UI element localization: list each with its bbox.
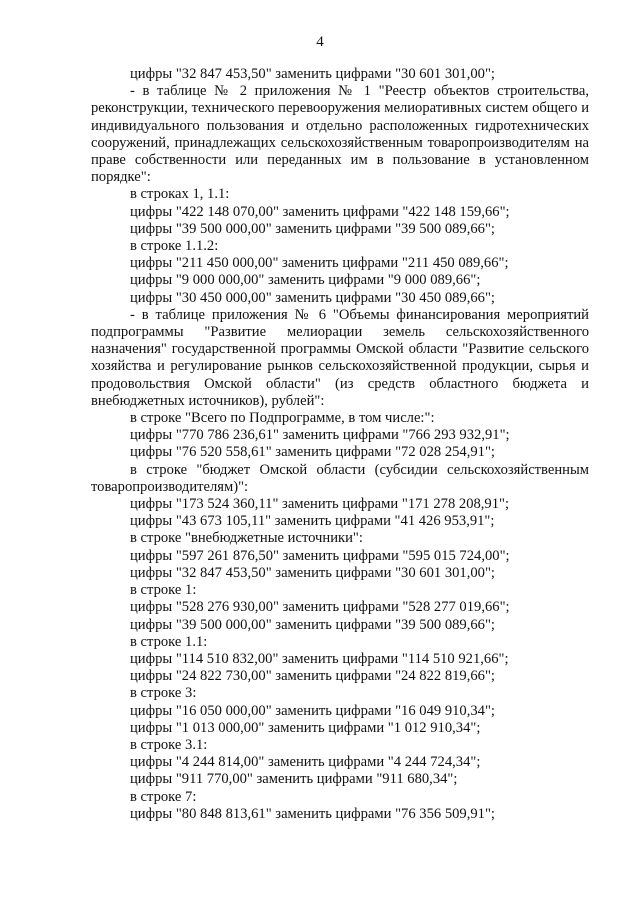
text-line: цифры "597 261 876,50" заменить цифрами "595 015 724,00"; (130, 547, 510, 564)
text-line: в строке "Всего по Подпрограмме, в том числе:": (130, 410, 435, 427)
text-line: в строке 3.1: (130, 736, 208, 753)
text-line: в строке "внебюджетные источники": (130, 530, 363, 547)
text-line: цифры "32 847 453,50" заменить цифрами "30 601 301,00"; (130, 66, 495, 82)
text-line: цифры "114 510 832,00" заменить цифрами "114 510 921,66"; (130, 650, 509, 667)
text-line: цифры "43 673 105,11" заменить цифрами "41 426 953,91"; (130, 513, 495, 530)
text-line: цифры "528 276 930,00" заменить цифрами "528 277 019,66"; (130, 599, 510, 616)
text-line: в строке 1.1: (130, 633, 208, 650)
text-line: цифры "39 500 000,00" заменить цифрами "39 500 089,66"; (130, 220, 495, 237)
text-line: цифры "80 848 813,61" заменить цифрами "76 356 509,91"; (130, 805, 495, 822)
text-line: цифры "24 822 730,00" заменить цифрами "24 822 819,66"; (130, 668, 495, 685)
document-body (91, 66, 589, 823)
text-line: цифры "16 050 000,00" заменить цифрами "16 049 910,34"; (130, 702, 495, 719)
text-line: цифры "9 000 000,00" заменить цифрами "9 000 089,66"; (130, 272, 481, 289)
page-number: 4 (316, 34, 324, 50)
paragraph-appendix-6-amendment: - в таблице приложения № 6 "Объемы финансирования мероприятий подпрограммы "Развитие мелиорации земель сельскохозяйственного назначения" государственной программы Омской области "Развитие сельского хозяйства и регулирование рынков сельскохозяйственной продукции, сырья и продовольствия Омской области" (из средств областного бюджета и внебюджетных источников), рублей": (91, 306, 589, 409)
text-line: цифры "173 524 360,11" заменить цифрами "171 278 208,91"; (130, 496, 510, 513)
text-line: цифры "911 770,00" заменить цифрами "911 680,34"; (130, 771, 458, 788)
text-line: цифры "770 786 236,61" заменить цифрами "766 293 932,91"; (130, 427, 510, 444)
text-line: цифры "1 013 000,00" заменить цифрами "1 012 910,34"; (130, 719, 481, 736)
text-line: цифры "4 244 814,00" заменить цифрами "4 244 724,34"; (130, 754, 481, 771)
text-line: цифры "30 450 000,00" заменить цифрами "30 450 089,66"; (130, 289, 495, 306)
paragraph-table-2-amendment: - в таблице № 2 приложения № 1 "Реестр объектов строительства, реконструкции, технического перевооружения мелиоративных систем общего и индивидуального пользования и отдельно расположенных гидротехнических сооружений, принадлежащих сельскохозяйственным товаропроизводителям на праве собственности или переданных им в пользование в установленном порядке": (91, 83, 589, 186)
text-line: в строке 1.1.2: (130, 238, 219, 255)
text-line: в строке 1: (130, 582, 197, 599)
text-line: цифры "422 148 070,00" заменить цифрами "422 148 159,66"; (130, 203, 510, 220)
text-line: цифры "32 847 453,50" заменить цифрами "30 601 301,00"; (130, 564, 495, 581)
text-line: цифры "211 450 000,00" заменить цифрами "211 450 089,66"; (130, 255, 509, 272)
text-line: цифры "39 500 000,00" заменить цифрами "39 500 089,66"; (130, 616, 495, 633)
text-line: цифры "76 520 558,61" заменить цифрами "72 028 254,91"; (130, 444, 495, 461)
text-line: в строке 7: (130, 788, 197, 805)
text-line: в строках 1, 1.1: (130, 186, 230, 203)
text-line: в строке 3: (130, 685, 197, 702)
paragraph-omsk-budget-row: в строке "бюджет Омской области (субсидии сельскохозяйственным товаропроизводителям)": (91, 461, 589, 495)
